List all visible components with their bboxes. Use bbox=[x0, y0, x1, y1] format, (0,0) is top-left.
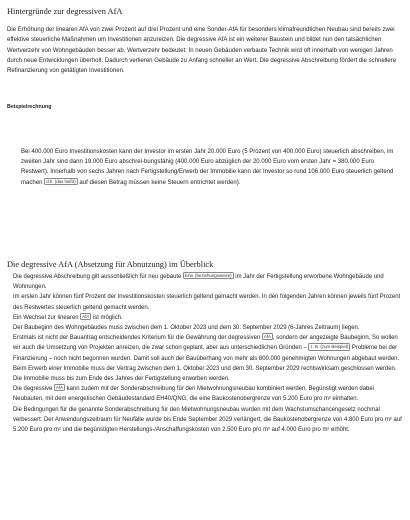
list-item-text: im Jahr der Fertigstellung erworbene Wohngebäude und Wohnungen. bbox=[13, 274, 384, 291]
example-text-part1: Bei 400.000 Euro Investitionskosten kann der Investor im ersten Jahr 20.000 Euro (5 Prozent von 400.000 Euro) steuerlich abschreiben, im zweiten Jahr sind dann 19.000 Euro abschrei-bungsfähig (400.000 Euro abzüglich der 20.000 Euro vom ersten Jahr = 380.000 Euro Restwert). Innerhalb von sechs Jahren nach Fertigstellung/Erwerb der Immobilie kann der Investor so rund 106.000 Euro steuerlich geltend machen bbox=[21, 149, 394, 186]
abbreviation-badge-zb[interactable]: z. B. (zum Beispiel) bbox=[310, 344, 349, 350]
example-heading: Beispielrechnung bbox=[7, 104, 52, 110]
abbreviation-badge-afa[interactable]: AfA bbox=[55, 385, 63, 391]
list-item-text: Probleme bei der Finanzierung – noch nicht begonnen wurden. Damit soll auch der Bauüberhang von mehr als 800.000 genehmigten Wohnungen abgebaut werden. bbox=[13, 345, 400, 362]
list-item bbox=[13, 313, 405, 323]
abbreviation-badge-afa[interactable]: AfA bbox=[263, 334, 271, 340]
list-item bbox=[13, 384, 405, 404]
list-item-text: , sondern der angezeigte Baubeginn. So wollen wir auch die Umsetzung von Projekten anreizen, die zwar schon geplant, aber aus unterschiedlichen Gründen – bbox=[13, 335, 398, 352]
section-heading-hintergruende: Hintergründe zur degressiven AfA bbox=[7, 7, 123, 16]
list-item-text: Erstmals ist nicht der Bauantrag entscheidendes Kriterium für die Gewährung der degressiven bbox=[13, 335, 262, 342]
list-item: Im ersten Jahr können fünf Prozent der Investitionskosten steuerlich geltend gemacht werden. In den folgenden Jahren können jeweils fünf Prozent des Restwertes steuerlich geltend gemacht werden. bbox=[13, 294, 401, 311]
list-item-text: kann zudem mit der Sonderabschreibung für den Mietwohnungsneubau kombiniert werden. Begünstigt werden dabei Neubauten, mit dem energetischen Gebäudestandard EH40/QNG, die eine Baukostenobergrenze von 5.200 Euro pro m² einhalten. bbox=[13, 386, 374, 403]
list-item: Die Bedingungen für die genannte Sonderabschreibung für den Mietwohnungsneubau wurden mit dem Wachstumschancengesetz nochmal verbessert: Der Anwendungszeitraum für Neufälle wurde bis Ende September 2029 verlängert, die Baukostenobergrenze von 4.800 Euro pro m² auf 5.200 Euro pro m² und die begünstigten Herstellungs-/Anschaffungskosten von 2.500 Euro pro m² auf 4.000 Euro pro m² erhöht. bbox=[13, 406, 402, 434]
example-paragraph bbox=[21, 147, 401, 188]
list-item: Beim Erwerb einer Immobilie muss der Vertrag zwischen dem 1. Oktober 2023 und dem 30. September 2029 rechtswirksam geschlossen werden. Die Immobilie muss bis zum Ende des Jahres der Fertigstellung erworben werden. bbox=[13, 365, 397, 383]
list-item: Der Baubeginn des Wohngebäudes muss zwischen dem 1. Oktober 2023 und dem 30. September 2029 (6-Jahres Zeitraum) liegen. bbox=[13, 325, 360, 332]
list-item bbox=[13, 333, 405, 364]
intro-paragraph: Die Erhöhung der linearen AfA von zwei Prozent auf drei Prozent und eine Sonder-AfA für besonders klimafreundlichen Neubau sind bereits zwei effektive steuerliche Maßnahmen um Investitionen anzureizen. Die degressive AfA ist ein weiterer Baustein und bildet nun den tatsächlichen Wertverzehr von Wohngebäuden besser ab. Wertverzehr bedeutet: In neuen Gebäuden verbaute Technik wird oft innerhalb von wenigen Jahren durch neue Entwicklungen überholt. Dadurch verlieren Gebäude zu Anfang schneller an Wert. Die degressive Abschreibung fördert die schnellere Refinanzierung von getätigten Investitionen. bbox=[7, 27, 397, 75]
list-item-text: Die degressive Abschreibung gilt ausschließlich für neu gebaute bbox=[13, 274, 183, 280]
list-item-text: ist möglich. bbox=[91, 314, 123, 321]
abbreviation-badge-dh[interactable]: d.h. (das heißt) bbox=[46, 178, 76, 184]
list-item bbox=[13, 272, 405, 292]
section-heading-ueberblick: Die degressive AfA (Absetzung für Abnutzung) im Überblick bbox=[7, 260, 214, 269]
abbreviation-badge-bzw[interactable]: bzw. (beziehungsweise) bbox=[184, 273, 232, 278]
list-item-text: Ein Wechsel zur linearen bbox=[13, 314, 81, 321]
overview-list bbox=[13, 272, 405, 435]
abbreviation-badge-afa[interactable]: AfA bbox=[82, 313, 90, 319]
example-text-part2: auf diesen Betrag müssen keine Steuern entrichtet werden). bbox=[77, 179, 241, 186]
list-item-text: Die degressive bbox=[13, 386, 54, 393]
